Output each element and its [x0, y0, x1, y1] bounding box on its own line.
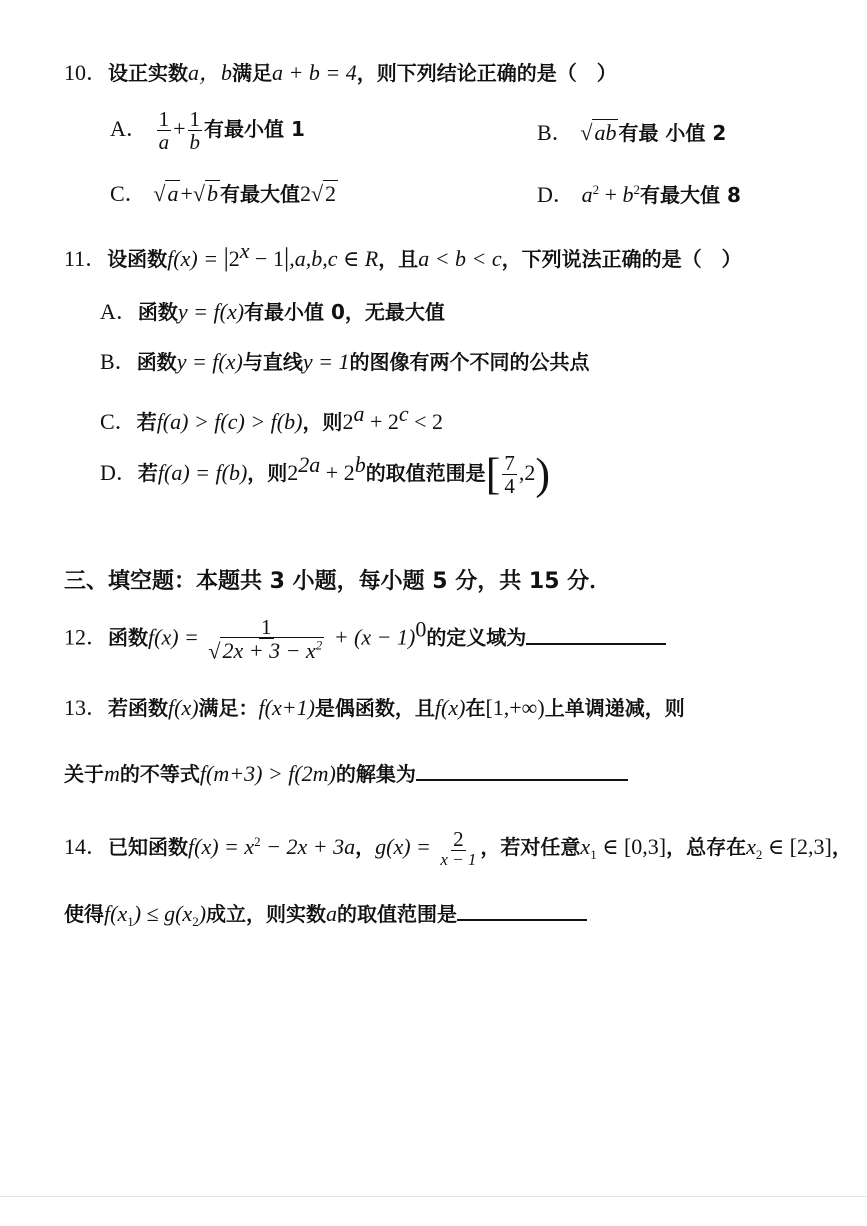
q10-option-d: D． $a^2 + b^2$有最大值 8	[537, 182, 741, 207]
section-title: 三、填空题：本题共 3 小题，每小题 5 分，共 15 分．	[64, 569, 612, 594]
fraction: $\frac{1}{a}$	[158, 107, 170, 155]
q13-line2: 关于m的不等式f(m+3) > f(2m)的解集为	[64, 763, 628, 785]
q11-option-c: C．若f(a) > f(c) > f(b)，则$2^a + 2^c < 2$	[100, 401, 444, 434]
q11-option-a: A．函数y = f(x)有最小值 0，无最大值	[100, 299, 445, 324]
answer-blank[interactable]	[416, 779, 628, 781]
sqrt: √ab	[580, 120, 617, 145]
answer-blank[interactable]	[526, 643, 666, 645]
q12: 12．函数f(x) = $\frac{1}{√2x + 3 - x^2}$ + $(x - 1)^0$的定义域为	[64, 616, 666, 662]
q13-line1: 13．若函数f(x)满足：f(x+1)是偶函数，且f(x)在[1,+∞)上单调递减，则	[64, 695, 685, 720]
q11-option-d: D．若f(a) = f(b)，则$2^{2a} + 2^b$的取值范围是[ $\frac{7}{4}$ ,2)	[100, 449, 550, 499]
q10-option-b: B． √ab 有最 小值 2	[537, 120, 727, 145]
q10-number: 10．	[64, 60, 109, 85]
q14-line2: 使得$f(x_1) \le g(x_2)$成立，则实数a的取值范围是	[64, 903, 587, 928]
q11-stem: 11．设函数$f(x) = |2^x - 1|,a,b,c$ ∈ R，且a < b < c，下列说法正确的是（ ）	[64, 238, 742, 272]
answer-blank[interactable]	[457, 919, 587, 921]
page-edge-divider	[0, 1196, 867, 1197]
q14-line1: 14．已知函数$f(x) = x^2 - 2x + 3a$，g(x) = $\frac{2}{x - 1}$ ，若对任意$x_1$ ∈ [0,3]，总存在$x_2$ ∈ [2,3]，	[64, 827, 852, 870]
q10-option-a: A． $\frac{1}{a}$ + $\frac{1}{b}$ 有最小值 1	[110, 107, 305, 155]
q11-option-b: B．函数y = f(x)与直线y = 1的图像有两个不同的公共点	[100, 349, 590, 374]
fraction: $\frac{1}{b}$	[189, 107, 200, 155]
q10-option-c: C． √a+√b 有最大值2√2	[110, 181, 337, 206]
q10-stem: 10．设正实数a，b满足a + b = 4，则下列结论正确的是（ ）	[64, 60, 617, 85]
